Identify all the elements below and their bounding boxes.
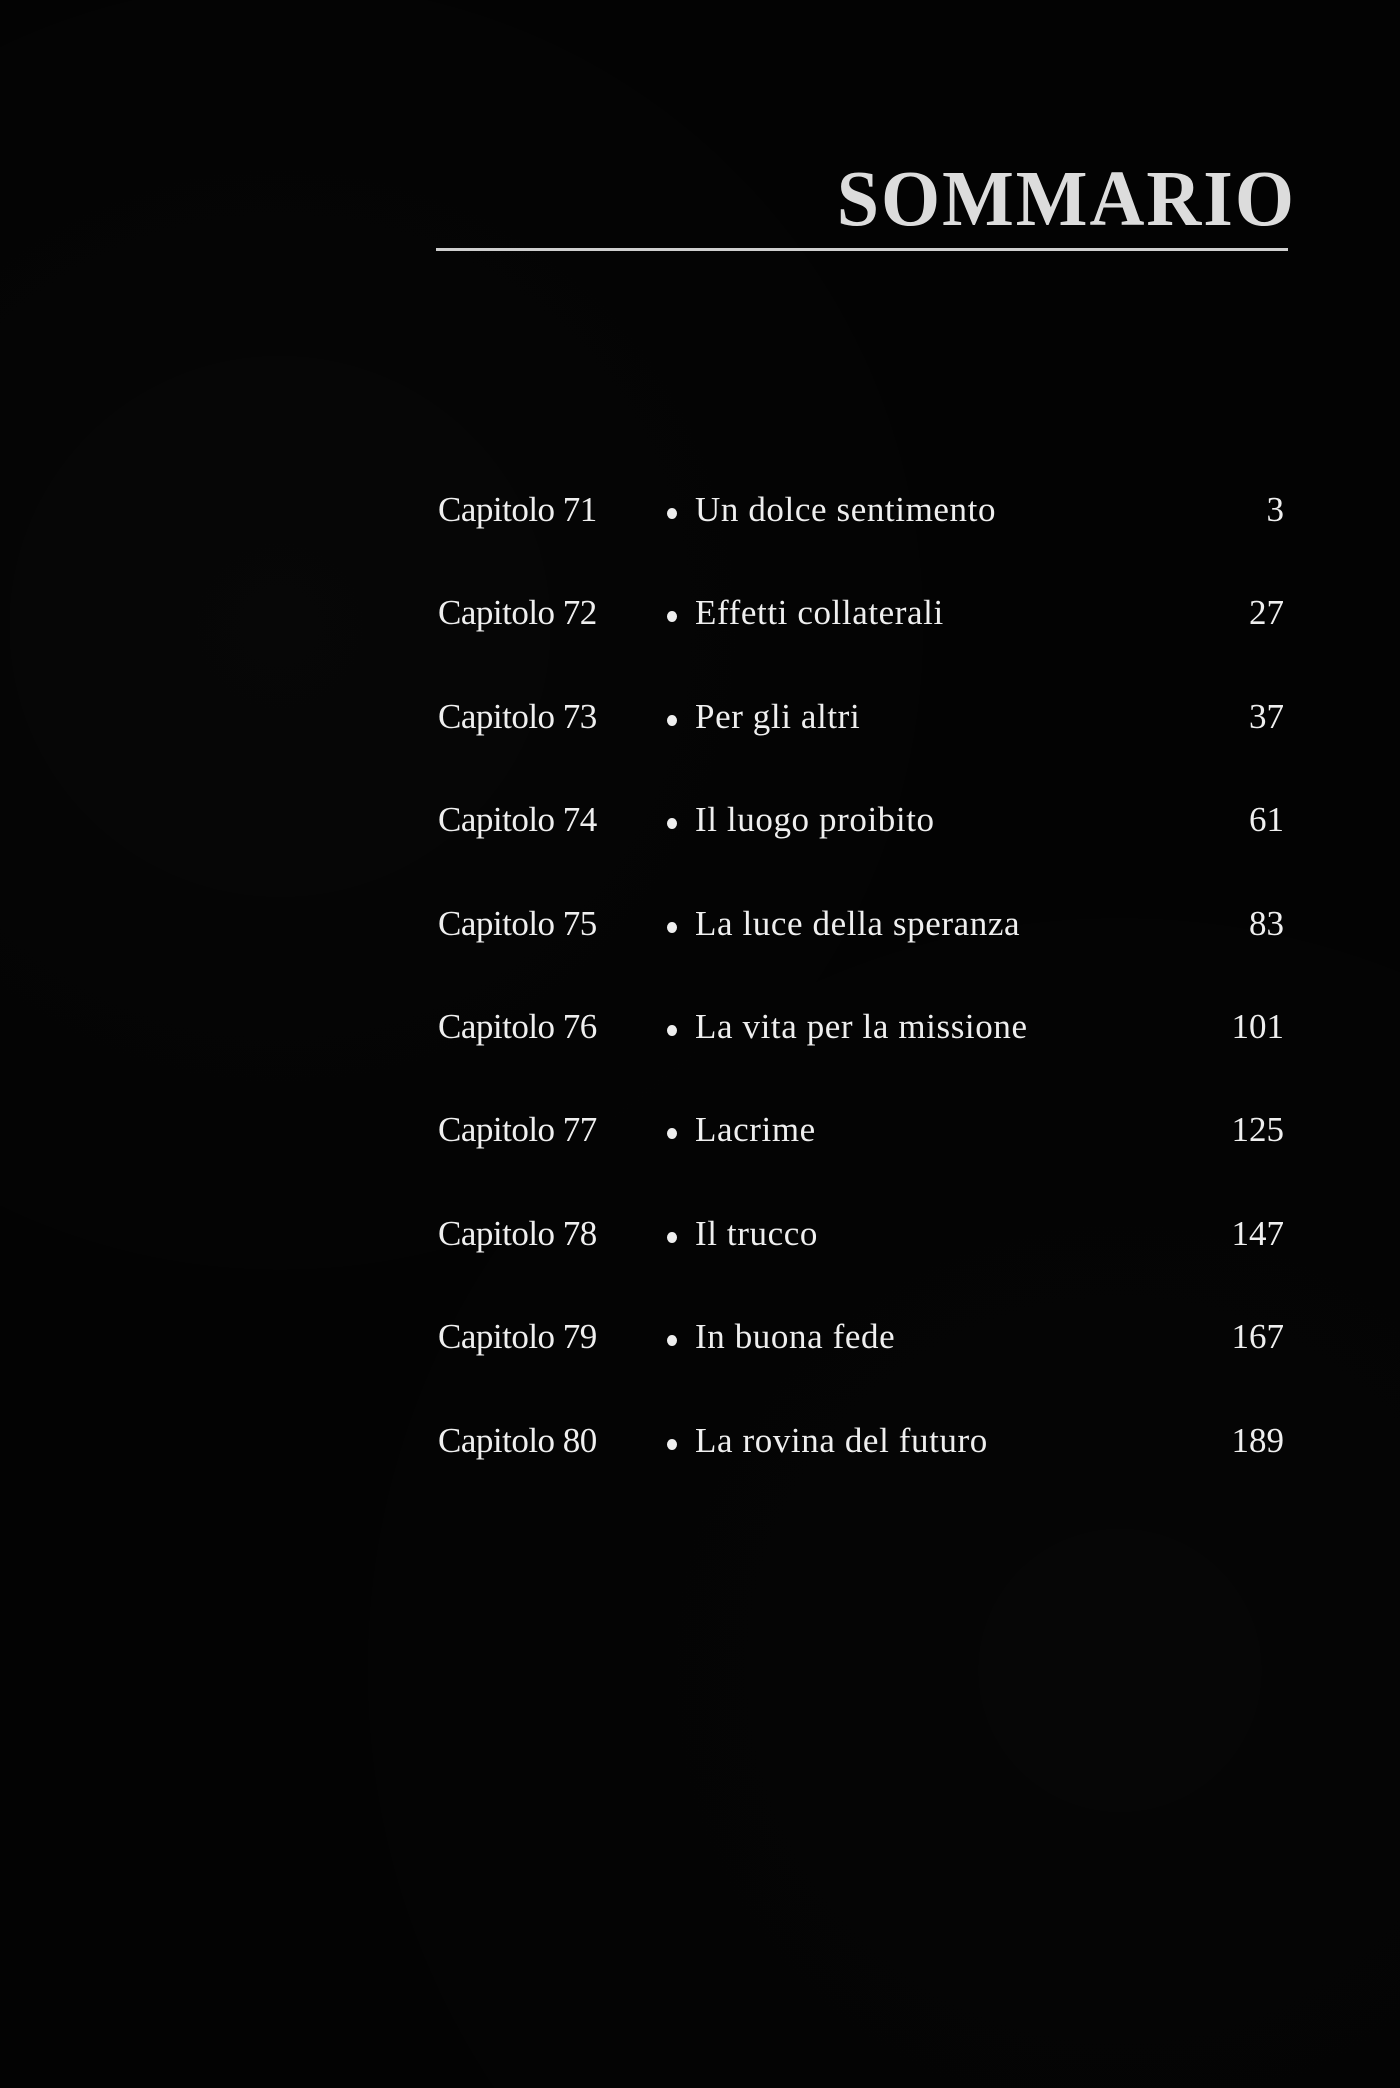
toc-entry[interactable] [438, 1409, 1288, 1512]
chapter-title: Lacrime [695, 1110, 816, 1150]
chapter-title: In buona fede [695, 1317, 896, 1357]
chapter-label: Capitolo 73 [438, 696, 597, 736]
chapter-title: Il trucco [695, 1213, 818, 1253]
page-number: 189 [1231, 1420, 1284, 1460]
chapter-label: Capitolo 80 [438, 1420, 597, 1460]
page-number: 125 [1231, 1110, 1284, 1150]
bullet-icon [667, 818, 677, 829]
page-number: 147 [1231, 1213, 1284, 1253]
chapter-label: Capitolo 71 [438, 490, 597, 529]
chapter-label: Capitolo 74 [438, 800, 597, 840]
chapter-title: Il luogo proibito [695, 800, 935, 840]
chapter-label: Capitolo 77 [438, 1110, 597, 1150]
toc-entry[interactable] [438, 581, 1288, 684]
toc-entry[interactable] [438, 892, 1288, 995]
page-number: 3 [1266, 490, 1284, 529]
bullet-icon [667, 1439, 677, 1450]
toc-entry[interactable] [438, 1202, 1288, 1305]
chapter-title: La rovina del futuro [695, 1420, 988, 1460]
bullet-icon [667, 715, 677, 726]
chapter-title: La vita per la missione [695, 1006, 1028, 1046]
toc-entry[interactable] [438, 1098, 1288, 1201]
bullet-icon [667, 922, 677, 933]
bullet-icon [667, 1025, 677, 1036]
page-title: SOMMARIO [836, 154, 1296, 243]
page-number: 101 [1231, 1006, 1284, 1046]
toc-entry[interactable] [438, 478, 1288, 581]
chapter-label: Capitolo 78 [438, 1213, 597, 1253]
chapter-title: La luce della speranza [695, 903, 1021, 943]
bullet-icon [667, 611, 677, 622]
bullet-icon [667, 1232, 677, 1243]
page-number: 83 [1249, 903, 1284, 943]
chapter-label: Capitolo 72 [438, 593, 597, 633]
bullet-icon [667, 508, 677, 519]
bullet-icon [667, 1128, 677, 1139]
chapter-title: Effetti collaterali [695, 593, 944, 633]
page-number: 167 [1231, 1317, 1284, 1357]
bullet-icon [667, 1335, 677, 1346]
page-number: 37 [1249, 696, 1284, 736]
title-divider [436, 248, 1288, 251]
table-of-contents [438, 478, 1288, 1512]
chapter-label: Capitolo 79 [438, 1317, 597, 1357]
chapter-title: Per gli altri [695, 696, 861, 736]
toc-entry[interactable] [438, 685, 1288, 788]
toc-entry[interactable] [438, 1305, 1288, 1408]
page-number: 61 [1249, 800, 1284, 840]
chapter-title: Un dolce sentimento [695, 490, 997, 529]
toc-entry[interactable] [438, 788, 1288, 891]
chapter-label: Capitolo 75 [438, 903, 597, 943]
chapter-label: Capitolo 76 [438, 1006, 597, 1046]
toc-entry[interactable] [438, 995, 1288, 1098]
page-number: 27 [1249, 593, 1284, 633]
